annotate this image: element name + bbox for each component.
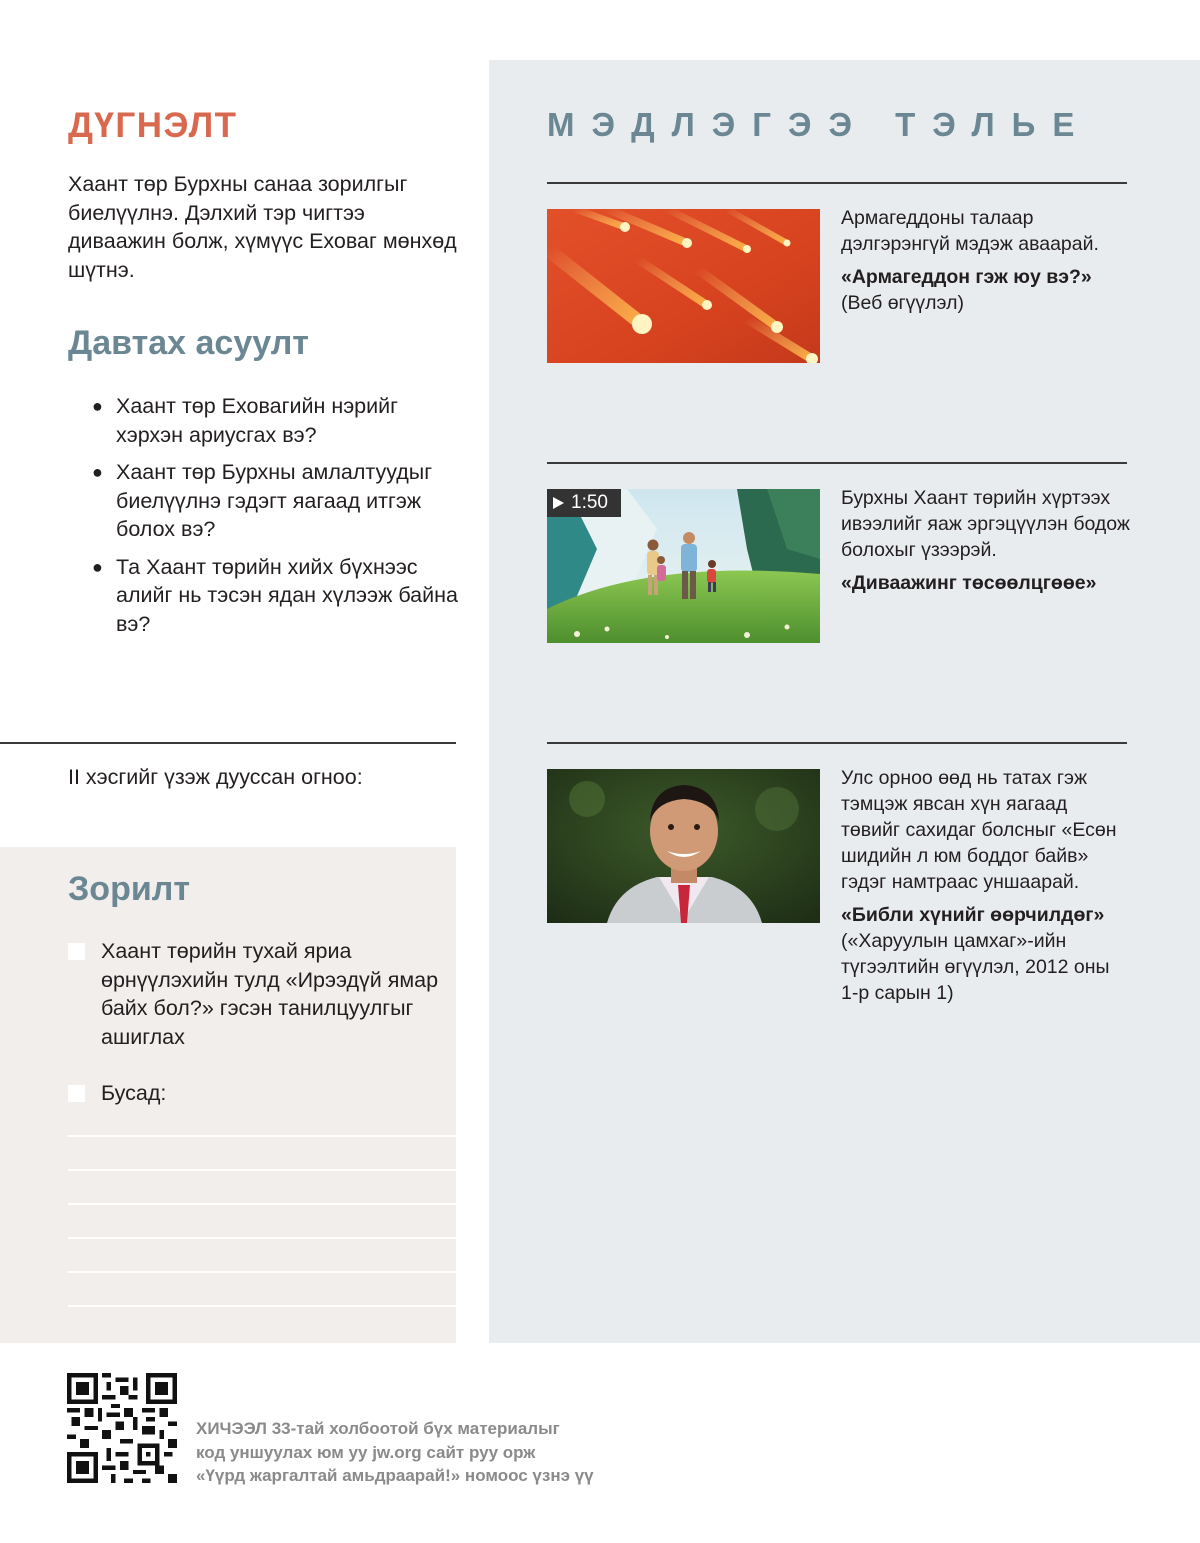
checkbox-icon[interactable] [68, 943, 85, 960]
resource-note: (Веб өгүүлэл) [841, 292, 964, 314]
paradise-family-image[interactable] [547, 489, 820, 643]
goal-item-other[interactable] [68, 1079, 448, 1108]
review-question-text: Та Хаант төрийн хийх бүхнээс алийг нь тэсэн ядан хүлээж байна вэ? [116, 554, 458, 636]
resource-description: Бурхны Хаант төрийн хүртээх ивээлийг яаж эргэцүүлэн бодож болохыг үзээрэй. [841, 487, 1130, 561]
write-in-line[interactable] [68, 1203, 456, 1205]
resource-block [841, 765, 1131, 1006]
review-question-list [92, 392, 462, 647]
resource-divider [547, 462, 1127, 464]
video-duration: 1:50 [571, 492, 608, 513]
resource-description: Улс орноо өөд нь татах гэж тэмцэж явсан хүн яагаад төвийг сахидаг болсныг «Есөн шидийн л юм боддог байв» гэдэг намтраас уншаарай. [841, 767, 1117, 893]
write-in-line[interactable] [68, 1271, 456, 1273]
checkbox-icon[interactable] [68, 1085, 85, 1102]
completion-date-label: II хэсгийг үзэж дууссан огноо: [68, 765, 363, 789]
write-in-line[interactable] [68, 1305, 456, 1307]
man-portrait-image[interactable] [547, 769, 820, 923]
goal-heading: Зорилт [68, 870, 190, 908]
resource-block [841, 205, 1131, 316]
review-question [92, 553, 462, 639]
resource-title-link[interactable]: «Библи хүнийг өөрчилдөг» [841, 904, 1105, 926]
video-duration-badge [547, 489, 621, 517]
goal-item-text: Хаант төрийн тухай яриа өрнүүлэхийн тулд «Ирээдүй ямар байх бол?» гэсэн танилцуулгыг ашиглах [101, 939, 439, 1049]
meteor-image[interactable] [547, 209, 820, 363]
play-icon [553, 497, 564, 509]
review-question [92, 458, 462, 544]
resource-title-link[interactable]: «Диваажинг төсөөлцгөөе» [841, 572, 1097, 594]
resource-divider [547, 182, 1127, 184]
resource-note: («Харуулын цамхаг»-ийн түгээлтийн өгүүлэл, 2012 оны 1-р сарын 1) [841, 930, 1110, 1004]
review-question-text: Хаант төр Еховагийн нэрийг хэрхэн ариусгах вэ? [116, 394, 398, 447]
resource-description: Армагеддоны талаар дэлгэрэнгүй мэдэж аваарай. [841, 207, 1099, 255]
summary-text: Хаант төр Бурхны санаа зорилгыг биелүүлнэ. Дэлхий тэр чигтээ диваажин болж, хүмүүс Еховаг мөнхөд шүтнэ. [68, 172, 457, 282]
goal-item-text: Бусад: [101, 1081, 167, 1105]
write-in-line[interactable] [68, 1169, 456, 1171]
resource-title-link[interactable]: «Армагеддон гэж юу вэ?» [841, 266, 1092, 288]
section-divider [0, 742, 456, 744]
goal-item[interactable] [68, 937, 448, 1051]
write-in-line[interactable] [68, 1135, 456, 1137]
bullet-icon: ● [92, 556, 103, 577]
footer-line: «Үүрд жаргалтай амьдраарай!» номоос үзнэ үү [196, 1466, 594, 1485]
learn-more-heading: МЭДЛЭГЭЭ ТЭЛЬЕ [547, 106, 1092, 143]
footer-line: ХИЧЭЭЛ 33-тай холбоотой бүх материалыг [196, 1419, 560, 1438]
qr-code-icon[interactable] [67, 1373, 177, 1483]
resource-divider [547, 742, 1127, 744]
footer-text [196, 1417, 676, 1488]
summary-heading: ДҮГНЭЛТ [68, 106, 238, 145]
write-in-line[interactable] [68, 1237, 456, 1239]
review-question-text: Хаант төр Бурхны амлалтуудыг биелүүлнэ гэдэгт яагаад итгэж болох вэ? [116, 460, 433, 541]
resource-block [841, 485, 1131, 596]
review-heading: Давтах асуулт [68, 324, 309, 362]
footer-line: код уншуулах юм уу jw.org сайт руу орж [196, 1442, 536, 1462]
review-question [92, 392, 462, 449]
bullet-icon: ● [92, 396, 103, 416]
bullet-icon: ● [92, 462, 103, 482]
